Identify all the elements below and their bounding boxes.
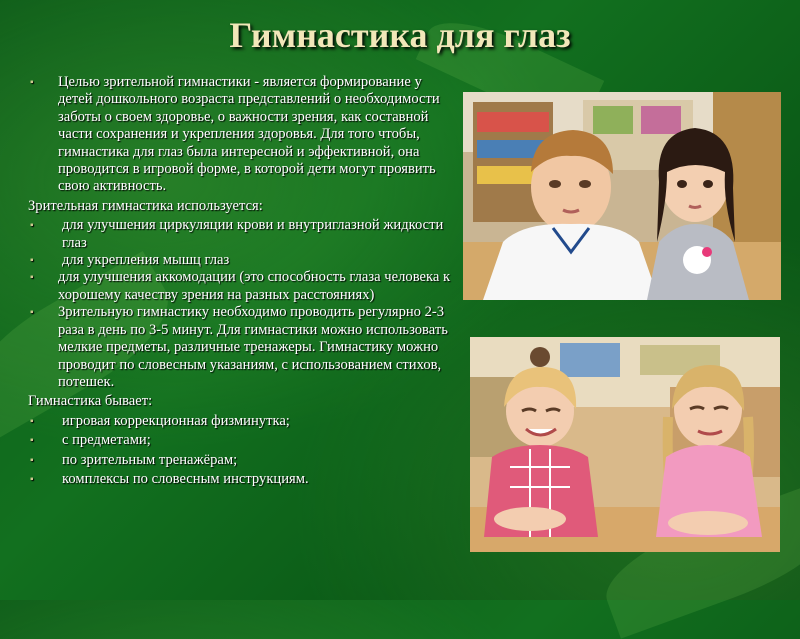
- bullet-icon: ▪: [30, 473, 34, 485]
- bullet-icon: ▪: [30, 255, 34, 267]
- uses-heading: Зрительная гимнастика используется:: [28, 197, 263, 214]
- list-item: [28, 252, 456, 269]
- photo-children-looking-aside: [463, 92, 781, 300]
- list-item-text: Зрительную гимнастику необходимо проводить регулярно 2-3 раза в день по 3-5 минут. Для гимнастики можно использовать мелкие предметы, различные тренажеры. Гимнастику можно проводит по словесным указаниям, с использованием стихов, потешек.: [58, 304, 448, 390]
- list-item-text: для укрепления мышц глаз: [62, 252, 230, 269]
- bullet-icon: ▪: [30, 415, 34, 427]
- list-item-text: для улучшения циркуляции крови и внутриглазной жидкости глаз: [62, 217, 444, 251]
- list-item: [28, 471, 456, 488]
- list-item-text: для улучшения аккомодации (это способность глаза человека к хорошему качеству зрения на разных расстояниях): [58, 269, 451, 303]
- list-item: [28, 452, 456, 469]
- intro-text: Целью зрительной гимнастики - является формирование у детей дошкольного возраста представлений о необходимости заботы о своем здоровье, о важности зрения, как составной части сохранения и укрепления здоровья. Для того чтобы, гимнастика для глаз была интересной и эффективной, она проводится в игровой форме, в которой дети могут проявить свою активность.: [58, 74, 440, 195]
- types-heading: Гимнастика бывает:: [28, 393, 153, 410]
- list-item-text: игровая коррекционная физминутка;: [62, 412, 290, 429]
- list-item-text: комплексы по словесным инструкциям.: [62, 470, 309, 487]
- bullet-icon: ▪: [30, 454, 34, 466]
- list-item-text: по зрительным тренажёрам;: [62, 451, 238, 468]
- text-column: [28, 74, 456, 488]
- slide-title: Гимнастика для глаз: [229, 15, 571, 55]
- bullet-icon: ▪: [30, 272, 34, 284]
- photo-girls-squinting: [470, 337, 780, 552]
- intro-paragraph: [28, 74, 456, 196]
- list-item-text: с предметами;: [62, 432, 151, 449]
- bullet-icon: ▪: [30, 435, 34, 447]
- bullet-icon: ▪: [30, 77, 34, 88]
- list-item: [28, 269, 456, 304]
- list-item: [28, 304, 456, 391]
- list-item: [28, 432, 456, 449]
- list-item: [28, 413, 456, 430]
- bullet-icon: ▪: [30, 307, 34, 319]
- list-item: [28, 217, 456, 252]
- bullet-icon: ▪: [30, 220, 34, 232]
